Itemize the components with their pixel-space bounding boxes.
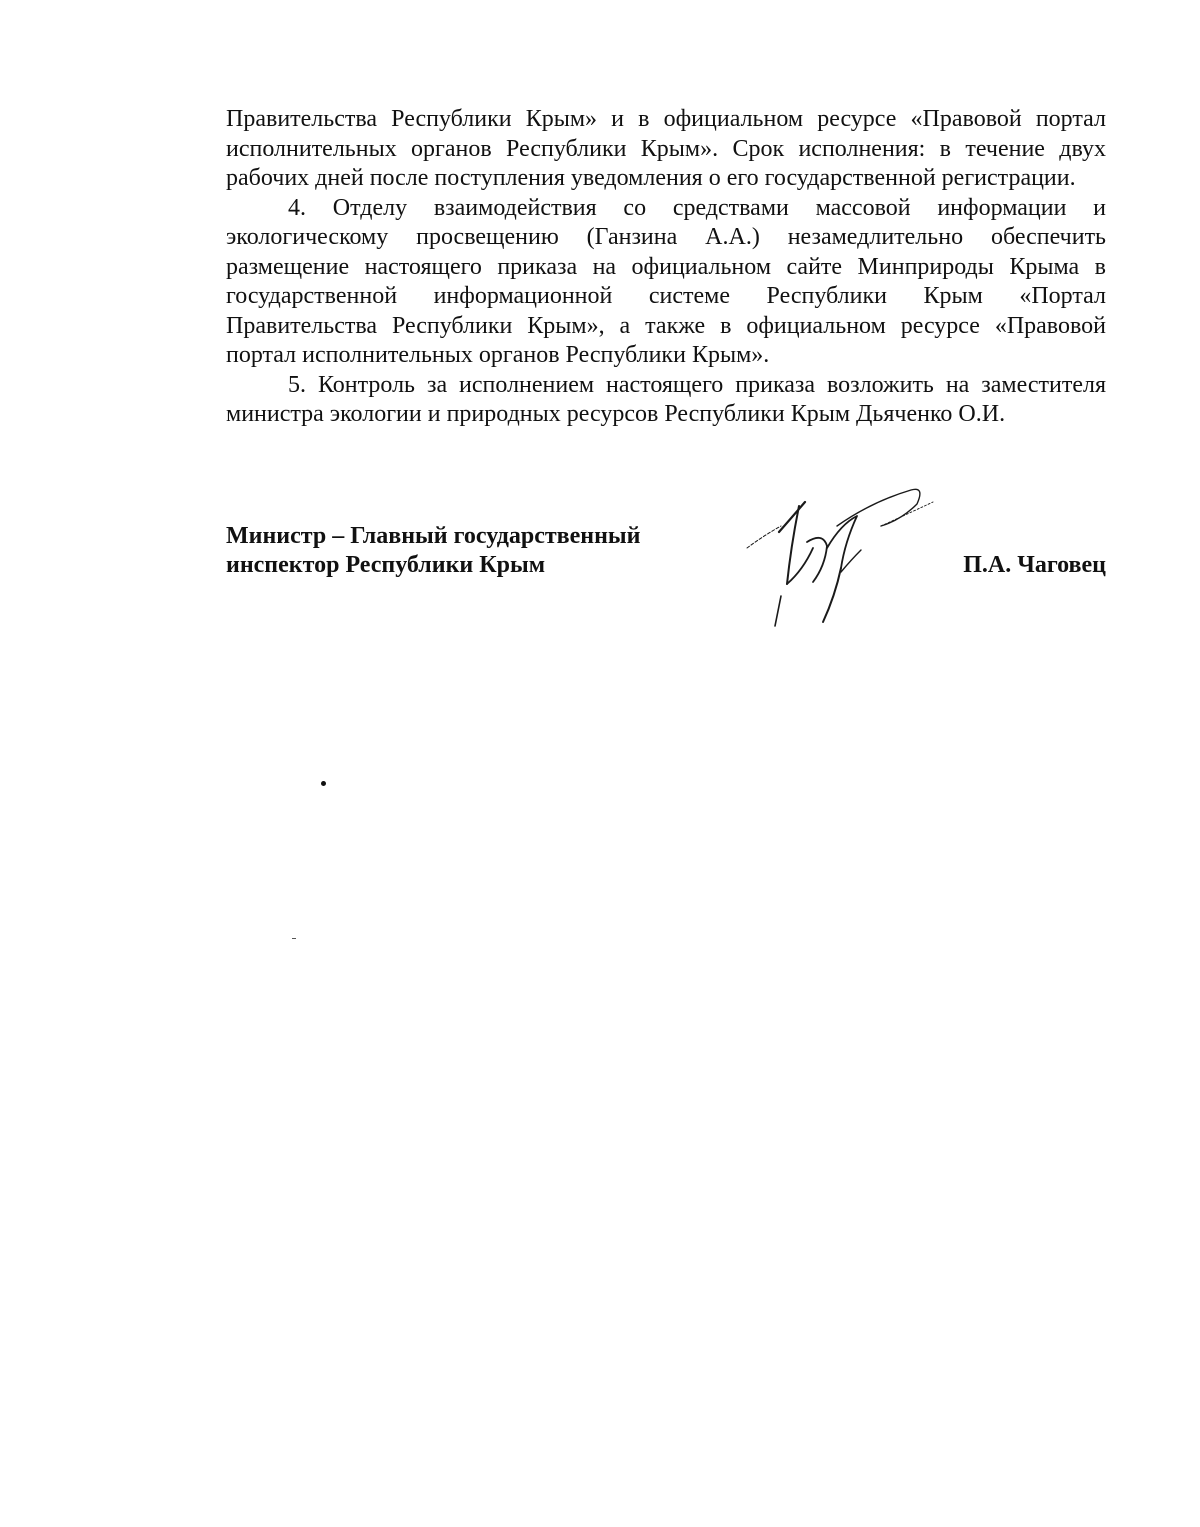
paragraph-4: 4. Отделу взаимодействия со средствами массовой информации и экологическому просвещению (Ганзина А.А.) незамедлительно обеспечить размещение настоящего приказа на официальном сайте Минприроды Крыма в государственной информационной системе Республики Крым «Портал Правительства Республики Крым», а также в официальном ресурсе «Правовой портал исполнительных органов Республики Крым». xyxy=(226,194,1106,368)
signer-name: П.А. Чаговец xyxy=(963,552,1106,578)
scan-speck-dash xyxy=(292,938,296,939)
signer-title-line-2: инспектор Республики Крым xyxy=(226,552,546,578)
signature-block xyxy=(226,522,1106,652)
signer-title xyxy=(226,522,641,580)
paragraph-5: 5. Контроль за исполнением настоящего приказа возложить на заместителя министра экологии и природных ресурсов Республики Крым Дьяченко О.И. xyxy=(226,371,1106,427)
paragraph-3-continued: Правительства Республики Крым» и в официальном ресурсе «Правовой портал исполнительных органов Республики Крым». Срок исполнения: в течение двух рабочих дней после поступления уведомления о его государственной регистрации. xyxy=(226,106,1106,191)
signer-title-line-1: Министр – Главный государственный xyxy=(226,523,641,549)
document-body xyxy=(226,105,1106,430)
handwritten-signature xyxy=(741,486,951,646)
scan-speck-dot xyxy=(321,781,326,786)
